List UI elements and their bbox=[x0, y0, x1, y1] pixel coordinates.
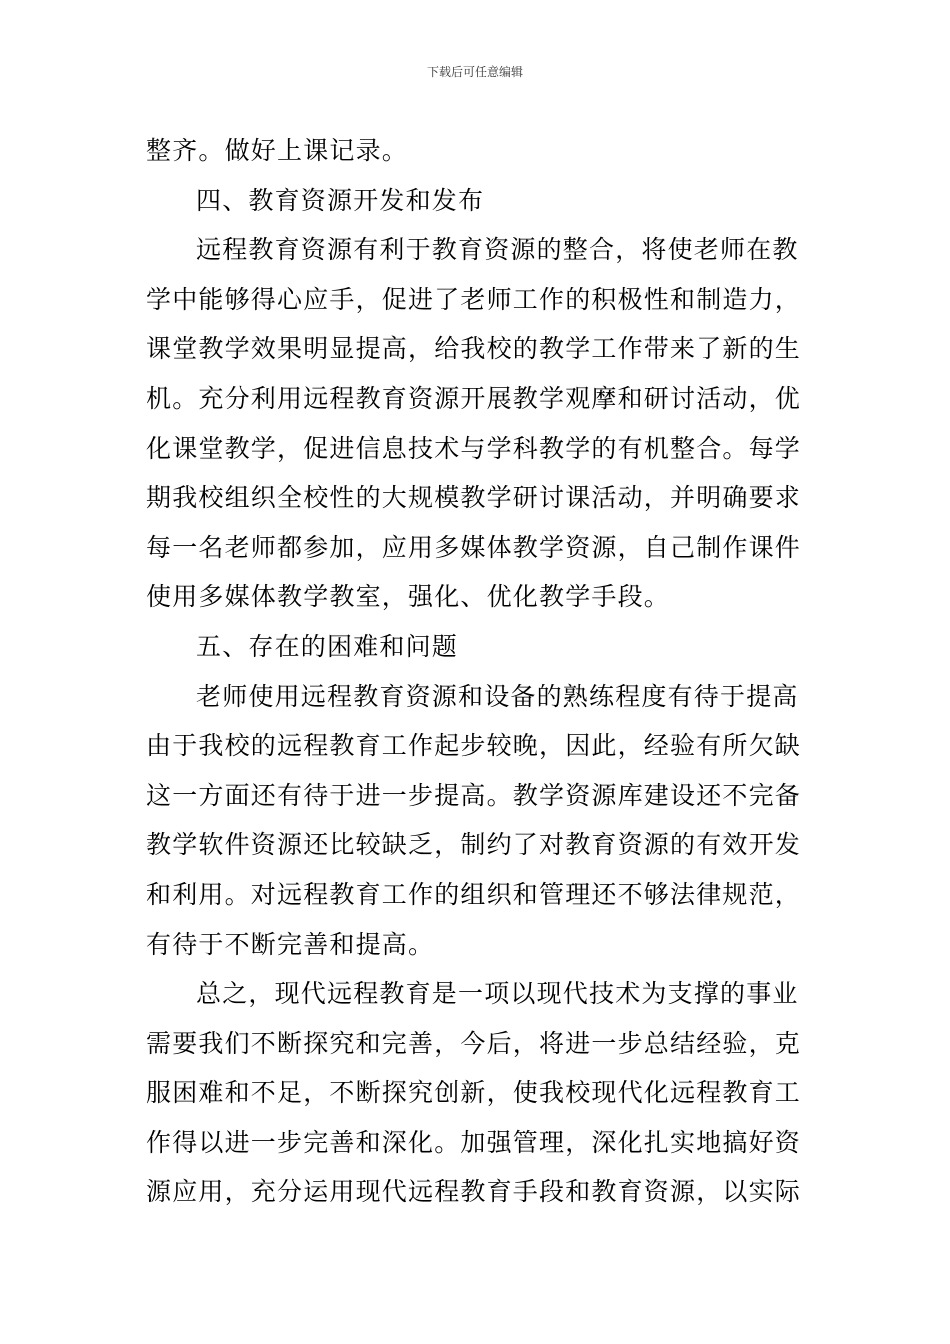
section-heading: 四、教育资源开发和发布 bbox=[196, 185, 485, 215]
text-line: 每一名老师都参加，应用多媒体教学资源，自己制作课件 bbox=[146, 532, 802, 562]
text-line: 教学软件资源还比较缺乏，制约了对教育资源的有效开发 bbox=[146, 830, 802, 860]
text-line: 课堂教学效果明显提高，给我校的教学工作带来了新的生 bbox=[146, 334, 802, 364]
text-line: 有待于不断完善和提高。 bbox=[146, 929, 435, 959]
text-line: 期我校组织全校性的大规模教学研讨课活动，并明确要求 bbox=[146, 483, 802, 513]
text-line: 机。充分利用远程教育资源开展教学观摩和研讨活动，优 bbox=[146, 383, 802, 413]
text-line: 远程教育资源有利于教育资源的整合，将使老师在教 bbox=[196, 235, 799, 265]
text-line: 需要我们不断探究和完善，今后，将进一步总结经验，克 bbox=[146, 1028, 802, 1058]
page-header-note: 下载后可任意编辑 bbox=[426, 65, 523, 79]
text-line: 和利用。对远程教育工作的组织和管理还不够法律规范， bbox=[146, 879, 802, 909]
document-body bbox=[146, 126, 811, 1217]
text-line: 作得以进一步完善和深化。加强管理，深化扎实地搞好资 bbox=[146, 1127, 802, 1157]
text-line: 化课堂教学，促进信息技术与学科教学的有机整合。每学 bbox=[146, 433, 802, 463]
text-line: 源应用，充分运用现代远程教育手段和教育资源，以实际 bbox=[146, 1177, 802, 1207]
text-line: 老师使用远程教育资源和设备的熟练程度有待于提高 bbox=[196, 681, 799, 711]
text-line: 学中能够得心应手，促进了老师工作的积极性和制造力， bbox=[146, 284, 802, 314]
text-line: 这一方面还有待于进一步提高。教学资源库建设还不完备 bbox=[146, 780, 802, 810]
text-line: 由于我校的远程教育工作起步较晚，因此，经验有所欠缺 bbox=[146, 731, 802, 761]
text-line: 总之，现代远程教育是一项以现代技术为支撑的事业 bbox=[196, 979, 799, 1009]
section-heading: 五、存在的困难和问题 bbox=[196, 631, 459, 661]
text-line: 整齐。做好上课记录。 bbox=[146, 136, 409, 165]
text-line: 使用多媒体教学教室，强化、优化教学手段。 bbox=[146, 582, 671, 612]
text-line: 服困难和不足，不断探究创新，使我校现代化远程教育工 bbox=[146, 1078, 802, 1108]
